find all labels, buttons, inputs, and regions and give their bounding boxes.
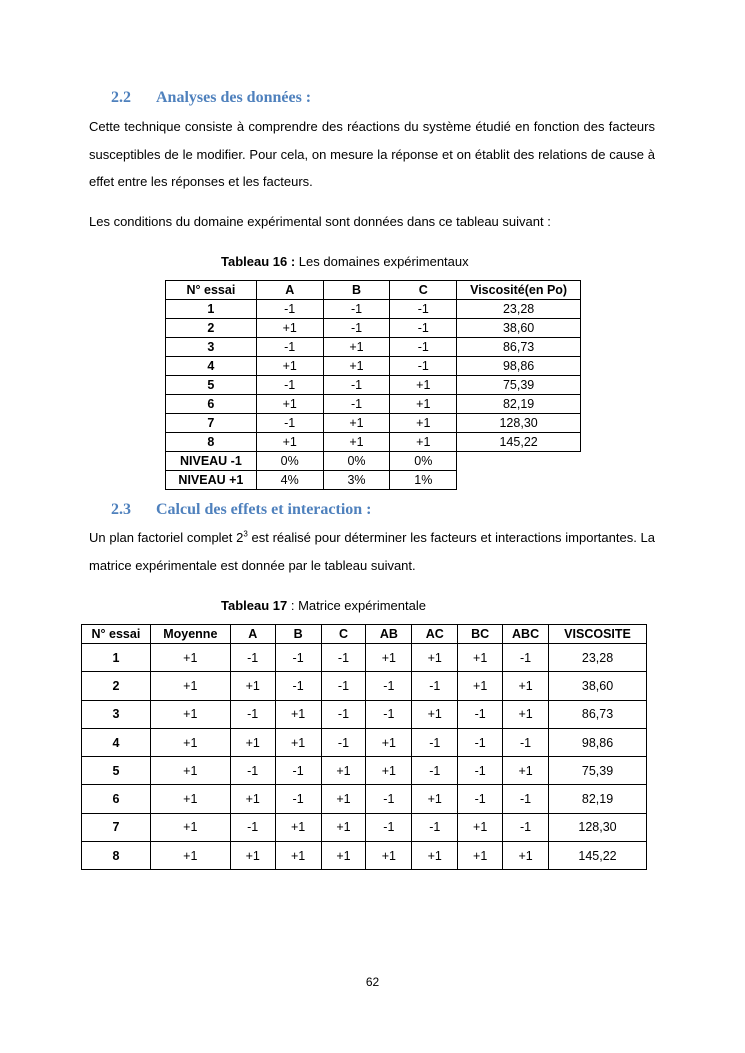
page-number: 62	[365, 975, 380, 989]
table-row	[166, 376, 581, 395]
table-cell: -1	[412, 728, 458, 756]
header-cell: VISCOSITE	[549, 625, 647, 644]
table-cell: +1	[256, 433, 323, 452]
table-cell: -1	[256, 414, 323, 433]
table-cell: -1	[275, 785, 321, 813]
table-cell: 0%	[323, 452, 390, 471]
table-row	[82, 757, 647, 785]
table-cell: 8	[166, 433, 257, 452]
table-cell: +1	[503, 757, 549, 785]
table-cell: -1	[323, 300, 390, 319]
table-cell: 4	[82, 728, 151, 756]
section-heading-2-3	[111, 501, 372, 519]
table-17-caption	[221, 598, 426, 613]
table-cell: -1	[321, 672, 366, 700]
table-header-row	[82, 625, 647, 644]
table-17	[81, 624, 647, 870]
table-cell: +1	[323, 433, 390, 452]
header-cell: B	[275, 625, 321, 644]
table-cell: +1	[275, 842, 321, 870]
table-cell: +1	[150, 757, 230, 785]
header-cell: Viscosité(en Po)	[457, 281, 581, 300]
table-cell: 23,28	[549, 644, 647, 672]
section-title: Calcul des effets et interaction :	[156, 501, 372, 518]
table-cell: +1	[256, 395, 323, 414]
table-cell: +1	[321, 813, 366, 841]
table-cell: +1	[503, 842, 549, 870]
caption-label: Tableau 16 :	[221, 254, 296, 269]
table-cell: 128,30	[457, 414, 581, 433]
table-cell: 3	[82, 700, 151, 728]
table-cell: 3%	[323, 471, 390, 490]
caption-text: : Matrice expérimentale	[287, 598, 426, 613]
table-cell: 2	[166, 319, 257, 338]
table-cell: -1	[458, 757, 503, 785]
caption-text: Les domaines expérimentaux	[295, 254, 469, 269]
table-row	[166, 433, 581, 452]
table-cell: 82,19	[549, 785, 647, 813]
table-row	[82, 728, 647, 756]
table-cell: -1	[256, 300, 323, 319]
table-cell: +1	[412, 700, 458, 728]
table-cell: -1	[503, 813, 549, 841]
table-cell: 7	[166, 414, 257, 433]
table-cell: +1	[150, 644, 230, 672]
text-before: Un plan factoriel complet 2	[89, 530, 244, 545]
table-row	[82, 672, 647, 700]
table-cell: -1	[323, 376, 390, 395]
paragraph-factorial-plan	[89, 524, 655, 579]
header-cell: B	[323, 281, 390, 300]
table-cell: NIVEAU +1	[166, 471, 257, 490]
table-row	[82, 842, 647, 870]
table-cell: 2	[82, 672, 151, 700]
table-cell: +1	[503, 700, 549, 728]
table-cell: -1	[230, 813, 275, 841]
table-cell: +1	[321, 757, 366, 785]
table-cell: -1	[503, 728, 549, 756]
table-cell: 145,22	[549, 842, 647, 870]
table-cell: +1	[230, 785, 275, 813]
table-cell: +1	[458, 644, 503, 672]
level-row	[166, 452, 581, 471]
table-cell: 8	[82, 842, 151, 870]
table-cell: +1	[412, 644, 458, 672]
table-cell: 1	[166, 300, 257, 319]
table-cell: 1%	[390, 471, 457, 490]
table-cell: 98,86	[549, 728, 647, 756]
table-cell: 4%	[256, 471, 323, 490]
table-cell: +1	[275, 700, 321, 728]
header-cell: N° essai	[82, 625, 151, 644]
section-title: Analyses des données :	[156, 89, 312, 106]
table-cell: +1	[323, 414, 390, 433]
table-cell: +1	[458, 672, 503, 700]
table-cell: 4	[166, 357, 257, 376]
table-cell: -1	[390, 357, 457, 376]
table-cell: 86,73	[549, 700, 647, 728]
table-cell: 145,22	[457, 433, 581, 452]
table-row	[166, 395, 581, 414]
table-row	[166, 338, 581, 357]
table-cell: -1	[412, 813, 458, 841]
table-row	[166, 414, 581, 433]
header-cell: AB	[366, 625, 412, 644]
table-cell: -1	[323, 319, 390, 338]
table-cell: -1	[503, 785, 549, 813]
table-cell: 128,30	[549, 813, 647, 841]
table-cell: 6	[82, 785, 151, 813]
table-cell: +1	[458, 842, 503, 870]
table-cell: 86,73	[457, 338, 581, 357]
table-cell: +1	[503, 672, 549, 700]
table-cell: 7	[82, 813, 151, 841]
table-row	[82, 700, 647, 728]
table-cell: +1	[230, 728, 275, 756]
table-cell: -1	[323, 395, 390, 414]
table-cell: +1	[366, 728, 412, 756]
table-cell: 38,60	[457, 319, 581, 338]
table-cell: +1	[256, 319, 323, 338]
table-cell: -1	[366, 813, 412, 841]
table-cell: -1	[321, 700, 366, 728]
table-cell: +1	[150, 813, 230, 841]
empty-cell	[457, 471, 581, 490]
table-cell: 0%	[390, 452, 457, 471]
table-cell: -1	[230, 700, 275, 728]
header-cell: N° essai	[166, 281, 257, 300]
section-number: 2.3	[111, 501, 131, 518]
empty-cell	[457, 452, 581, 471]
table-cell: +1	[150, 785, 230, 813]
table-cell: +1	[230, 842, 275, 870]
table-cell: -1	[503, 644, 549, 672]
paragraph-conditions: Les conditions du domaine expérimental sont données dans ce tableau suivant :	[89, 214, 551, 229]
header-cell: A	[256, 281, 323, 300]
table-cell: -1	[458, 700, 503, 728]
table-cell: +1	[150, 728, 230, 756]
header-cell: AC	[412, 625, 458, 644]
table-cell: -1	[275, 672, 321, 700]
table-cell: -1	[366, 785, 412, 813]
table-cell: +1	[390, 433, 457, 452]
table-cell: +1	[412, 842, 458, 870]
table-cell: -1	[412, 672, 458, 700]
table-row	[82, 813, 647, 841]
header-cell: C	[390, 281, 457, 300]
table-row	[166, 300, 581, 319]
table-cell: -1	[275, 757, 321, 785]
section-heading-2-2	[111, 89, 311, 107]
table-cell: 75,39	[457, 376, 581, 395]
table-16	[165, 280, 581, 490]
table-cell: +1	[366, 644, 412, 672]
table-cell: -1	[458, 728, 503, 756]
table-cell: -1	[275, 644, 321, 672]
table-row	[82, 785, 647, 813]
table-cell: -1	[321, 644, 366, 672]
table-cell: +1	[275, 813, 321, 841]
table-cell: +1	[150, 672, 230, 700]
table-cell: +1	[390, 376, 457, 395]
table-cell: +1	[150, 700, 230, 728]
table-cell: +1	[323, 357, 390, 376]
table-row	[166, 357, 581, 376]
table-cell: +1	[230, 672, 275, 700]
table-cell: +1	[323, 338, 390, 357]
table-header-row	[166, 281, 581, 300]
header-cell: C	[321, 625, 366, 644]
table-cell: +1	[150, 842, 230, 870]
table-cell: -1	[366, 700, 412, 728]
paragraph-intro: Cette technique consiste à comprendre des réactions du système étudié en fonction des facteurs susceptibles de le modifier. Pour cela, on mesure la réponse et on établit des relations de cause à effet entre les réponses et les facteurs.	[89, 119, 655, 189]
table-cell: -1	[390, 300, 457, 319]
text-after: est réalisé pour déterminer les facteurs et interactions importantes. La matrice expérimentale est donnée par le tableau suivant.	[89, 530, 655, 573]
table-cell: 75,39	[549, 757, 647, 785]
table-cell: +1	[366, 842, 412, 870]
table-cell: -1	[366, 672, 412, 700]
table-cell: +1	[321, 785, 366, 813]
table-cell: 5	[82, 757, 151, 785]
table-cell: -1	[230, 757, 275, 785]
table-cell: 6	[166, 395, 257, 414]
table-cell: 23,28	[457, 300, 581, 319]
table-cell: +1	[390, 414, 457, 433]
table-cell: +1	[390, 395, 457, 414]
table-cell: -1	[458, 785, 503, 813]
table-cell: 3	[166, 338, 257, 357]
table-cell: 38,60	[549, 672, 647, 700]
table-cell: +1	[256, 357, 323, 376]
table-cell: -1	[230, 644, 275, 672]
table-cell: 98,86	[457, 357, 581, 376]
exponent: 3	[243, 529, 248, 539]
table-cell: +1	[275, 728, 321, 756]
table-cell: -1	[390, 338, 457, 357]
table-cell: -1	[412, 757, 458, 785]
table-cell: +1	[321, 842, 366, 870]
section-number: 2.2	[111, 89, 131, 106]
table-cell: -1	[256, 338, 323, 357]
header-cell: ABC	[503, 625, 549, 644]
table-cell: -1	[256, 376, 323, 395]
header-cell: A	[230, 625, 275, 644]
header-cell: Moyenne	[150, 625, 230, 644]
table-cell: +1	[412, 785, 458, 813]
table-cell: 0%	[256, 452, 323, 471]
table-cell: 1	[82, 644, 151, 672]
table-cell: 82,19	[457, 395, 581, 414]
table-row	[166, 319, 581, 338]
table-16-caption	[221, 254, 469, 269]
table-cell: +1	[366, 757, 412, 785]
table-cell: +1	[458, 813, 503, 841]
table-cell: -1	[390, 319, 457, 338]
table-cell: -1	[321, 728, 366, 756]
level-row	[166, 471, 581, 490]
table-cell: NIVEAU -1	[166, 452, 257, 471]
table-cell: 5	[166, 376, 257, 395]
header-cell: BC	[458, 625, 503, 644]
table-row	[82, 644, 647, 672]
caption-label: Tableau 17	[221, 598, 288, 613]
